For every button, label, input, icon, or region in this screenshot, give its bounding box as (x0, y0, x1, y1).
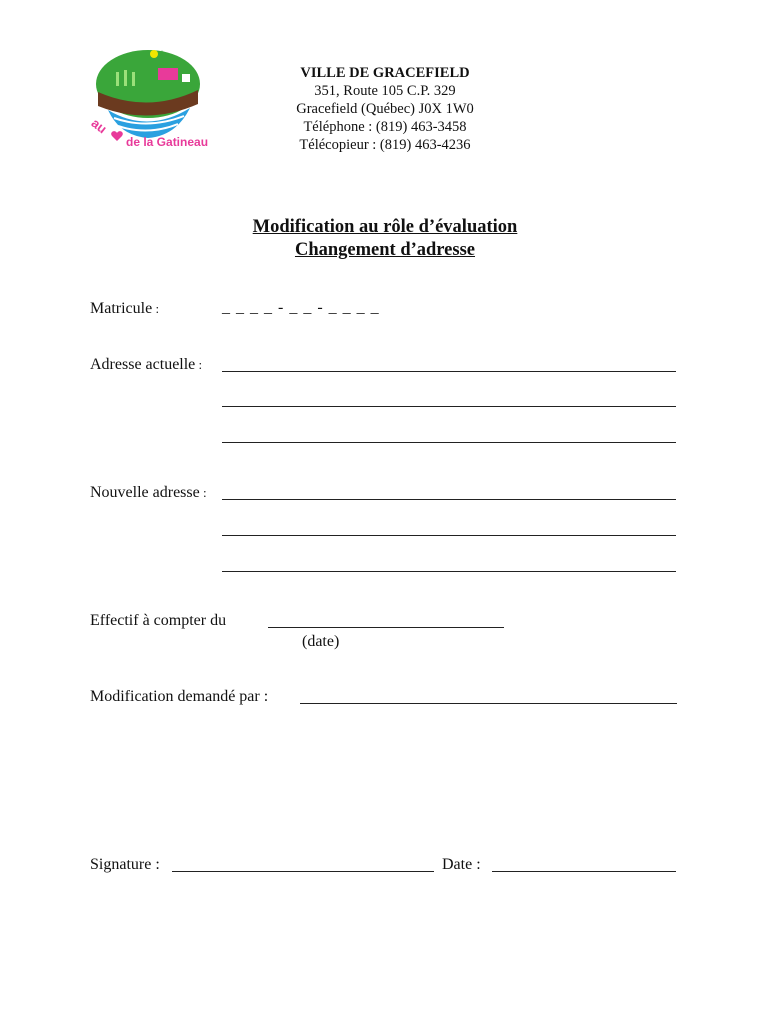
signature-line[interactable] (172, 871, 434, 872)
date-label: Date : (442, 856, 481, 873)
nouvelle-adresse-line-1[interactable] (222, 499, 676, 500)
nouvelle-adresse-label (90, 483, 207, 503)
demande-par-line[interactable] (300, 703, 677, 704)
logo-text-au: au (88, 115, 110, 137)
nouvelle-adresse-label-text: Nouvelle adresse (90, 484, 200, 501)
matricule-label (90, 299, 159, 319)
adresse-actuelle-colon: : (195, 357, 203, 372)
title-line-2: Changement d’adresse (294, 240, 476, 260)
adresse-actuelle-line-2[interactable] (222, 406, 676, 407)
signature-label: Signature : (90, 856, 160, 873)
nouvelle-adresse-line-3[interactable] (222, 571, 676, 572)
date-line[interactable] (492, 871, 676, 872)
matricule-label-text: Matricule (90, 300, 153, 317)
form-title (170, 216, 600, 262)
adresse-actuelle-line-3[interactable] (222, 442, 676, 443)
nouvelle-adresse-colon: : (199, 485, 207, 500)
title-line-1: Modification au rôle d’évaluation (252, 217, 518, 237)
heart-icon (111, 131, 123, 141)
org-phone: Téléphone : (819) 463-3458 (303, 119, 467, 135)
org-name: VILLE DE GRACEFIELD (300, 65, 470, 81)
adresse-actuelle-label-text: Adresse actuelle (90, 356, 196, 373)
demande-par-label: Modification demandé par : (90, 688, 269, 705)
date-hint: (date) (302, 633, 340, 650)
effectif-label: Effectif à compter du (90, 612, 227, 629)
adresse-actuelle-line-1[interactable] (222, 371, 676, 372)
effectif-date-line[interactable] (268, 627, 504, 628)
nouvelle-adresse-line-2[interactable] (222, 535, 676, 536)
org-fax: Télécopieur : (819) 463-4236 (299, 137, 471, 153)
org-address: 351, Route 105 C.P. 329 (314, 83, 456, 99)
adresse-actuelle-label (90, 355, 202, 375)
logo-text-bottom: de la Gatineau (126, 135, 209, 149)
org-city: Gracefield (Québec) J0X 1W0 (296, 101, 474, 117)
municipal-header (240, 64, 530, 154)
matricule-colon: : (152, 301, 160, 316)
ville-gracefield-logo (86, 44, 216, 154)
matricule-field[interactable]: _ _ _ _ - _ _ - _ _ _ _ (222, 299, 380, 316)
